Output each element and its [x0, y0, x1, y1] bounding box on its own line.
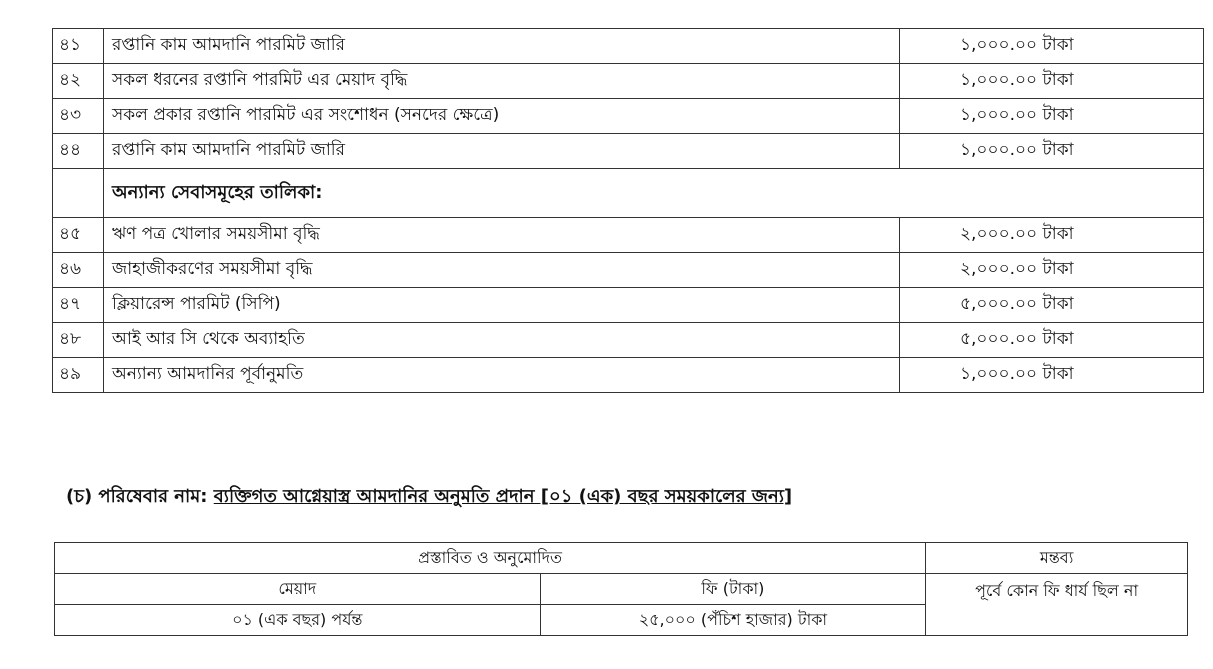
- empty-cell: [53, 169, 104, 218]
- row-number: ৪৪: [53, 134, 104, 169]
- table-row: [53, 29, 1204, 64]
- approval-table: [54, 542, 1188, 636]
- service-label: (চ) পরিষেবার নাম:: [66, 486, 208, 507]
- row-number: ৪৭: [53, 288, 104, 323]
- service-fee: ৫,০০০.০০ টাকা: [900, 288, 1204, 323]
- table-row: [53, 64, 1204, 99]
- table-row: [53, 218, 1204, 253]
- table-row: [53, 253, 1204, 288]
- fee-table-body: [53, 29, 1204, 393]
- service-name: অন্যান্য আমদানির পূর্বানুমতি: [104, 358, 900, 393]
- service-fee: ২,০০০.০০ টাকা: [900, 218, 1204, 253]
- table-row: [53, 323, 1204, 358]
- table-row: [53, 288, 1204, 323]
- section-row: [53, 169, 1204, 218]
- service-name: জাহাজীকরণের সময়সীমা বৃদ্ধি: [104, 253, 900, 288]
- service-fee: ২,০০০.০০ টাকা: [900, 253, 1204, 288]
- duration-header: মেয়াদ: [55, 574, 541, 605]
- fee-header: ফি (টাকা): [540, 574, 926, 605]
- service-name: ক্লিয়ারেন্স পারমিট (সিপি): [104, 288, 900, 323]
- remarks-cell: পূর্বে কোন ফি ধার্য ছিল না: [926, 574, 1188, 636]
- service-section-heading: [66, 482, 792, 513]
- service-title: ব্যক্তিগত আগ্নেয়াস্ত্র আমদানির অনুমতি প্রদান [০১ (এক) বছর সময়কালের জন্য]: [213, 486, 793, 507]
- table-row: [53, 99, 1204, 134]
- service-name: আই আর সি থেকে অব্যাহতি: [104, 323, 900, 358]
- table-row: [55, 543, 1188, 574]
- duration-value: ০১ (এক বছর) পর্যন্ত: [55, 605, 541, 636]
- service-name: রপ্তানি কাম আমদানি পারমিট জারি: [104, 29, 900, 64]
- row-number: ৪৬: [53, 253, 104, 288]
- row-number: ৪৫: [53, 218, 104, 253]
- service-name: সকল ধরনের রপ্তানি পারমিট এর মেয়াদ বৃদ্ধি: [104, 64, 900, 99]
- remarks-header: মন্তব্য: [926, 543, 1188, 574]
- service-fee: ১,০০০.০০ টাকা: [900, 29, 1204, 64]
- proposed-header: প্রস্তাবিত ও অনুমোদিত: [55, 543, 926, 574]
- service-name: রপ্তানি কাম আমদানি পারমিট জারি: [104, 134, 900, 169]
- fee-value: ২৫,০০০ (পঁচিশ হাজার) টাকা: [540, 605, 926, 636]
- service-name: ঋণ পত্র খোলার সময়সীমা বৃদ্ধি: [104, 218, 900, 253]
- row-number: ৪৩: [53, 99, 104, 134]
- service-fee: ১,০০০.০০ টাকা: [900, 64, 1204, 99]
- row-number: ৪৯: [53, 358, 104, 393]
- service-fee: ১,০০০.০০ টাকা: [900, 134, 1204, 169]
- table-row: [53, 358, 1204, 393]
- section-heading-cell: অন্যান্য সেবাসমূহের তালিকা:: [104, 169, 1204, 218]
- service-fee: ১,০০০.০০ টাকা: [900, 99, 1204, 134]
- row-number: ৪৮: [53, 323, 104, 358]
- fee-table: [52, 28, 1204, 393]
- service-fee: ৫,০০০.০০ টাকা: [900, 323, 1204, 358]
- row-number: ৪২: [53, 64, 104, 99]
- service-name: সকল প্রকার রপ্তানি পারমিট এর সংশোধন (সনদের ক্ষেত্রে): [104, 99, 900, 134]
- table-row: [55, 574, 1188, 605]
- table-row: [53, 134, 1204, 169]
- service-fee: ১,০০০.০০ টাকা: [900, 358, 1204, 393]
- row-number: ৪১: [53, 29, 104, 64]
